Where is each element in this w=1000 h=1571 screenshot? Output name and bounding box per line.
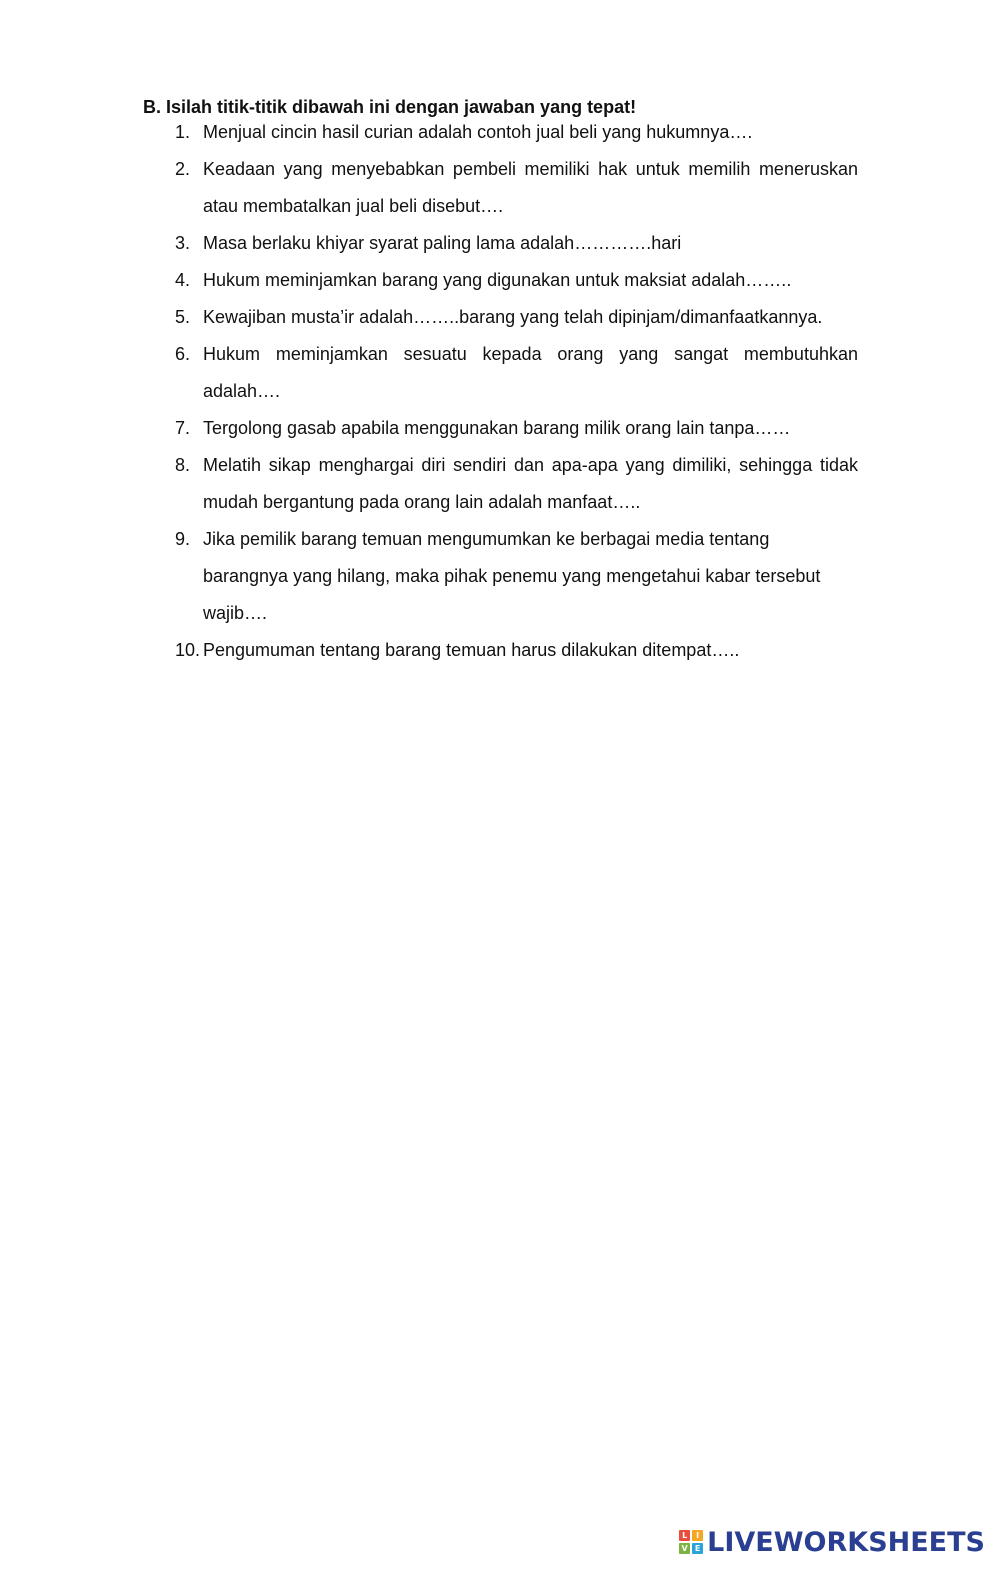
question-number: 9. (175, 529, 191, 549)
section-heading-text: Isilah titik-titik dibawah ini dengan jawaban yang tepat! (166, 97, 637, 117)
logo-letter: E (692, 1543, 703, 1554)
section-b (143, 94, 858, 669)
question-item (143, 521, 858, 632)
question-number: 1. (175, 122, 191, 142)
question-text: Hukum meminjamkan sesuatu kepada orang yang sangat membutuhkan adalah…. (203, 344, 858, 401)
question-number: 10. (175, 640, 201, 660)
question-text: Menjual cincin hasil curian adalah contoh jual beli yang hukumnya…. (203, 122, 753, 142)
logo-letter: I (692, 1530, 703, 1541)
logo-letter: V (679, 1543, 690, 1554)
question-number: 7. (175, 418, 191, 438)
question-item (143, 151, 858, 225)
brand-name: LIVEWORKSHEETS (707, 1526, 985, 1558)
section-letter: B. (143, 97, 161, 117)
question-text: Hukum meminjamkan barang yang digunakan untuk maksiat adalah…….. (203, 270, 792, 290)
question-item (143, 262, 858, 299)
question-text: Kewajiban musta’ir adalah……..barang yang telah dipinjam/dimanfaatkannya. (203, 307, 823, 327)
question-text: Melatih sikap menghargai diri sendiri dan apa-apa yang dimiliki, sehingga tidak mudah bergantung pada orang lain adalah manfaat….. (203, 455, 858, 512)
question-number: 4. (175, 270, 191, 290)
question-item (143, 225, 858, 262)
liveworksheets-logo-link[interactable] (679, 1527, 985, 1557)
question-item (143, 336, 858, 410)
question-text: Keadaan yang menyebabkan pembeli memiliki hak untuk memilih meneruskan atau membatalkan jual beli disebut…. (203, 159, 858, 216)
question-item (143, 632, 858, 669)
question-number: 2. (175, 159, 191, 179)
question-number: 5. (175, 307, 191, 327)
question-item (143, 114, 858, 151)
question-number: 6. (175, 344, 191, 364)
question-list (143, 114, 858, 669)
logo-letter: L (679, 1530, 690, 1541)
question-text: Jika pemilik barang temuan mengumumkan ke berbagai media tentang barangnya yang hilang, maka pihak penemu yang mengetahui kabar tersebut wajib…. (203, 529, 821, 623)
question-number: 8. (175, 455, 191, 475)
liveworksheets-logo-icon (679, 1530, 703, 1554)
question-text: Tergolong gasab apabila menggunakan barang milik orang lain tanpa…… (203, 418, 791, 438)
question-item (143, 447, 858, 521)
question-text: Masa berlaku khiyar syarat paling lama adalah………….hari (203, 233, 682, 253)
question-item (143, 299, 858, 336)
question-item (143, 410, 858, 447)
question-number: 3. (175, 233, 191, 253)
question-text: Pengumuman tentang barang temuan harus dilakukan ditempat….. (203, 640, 740, 660)
